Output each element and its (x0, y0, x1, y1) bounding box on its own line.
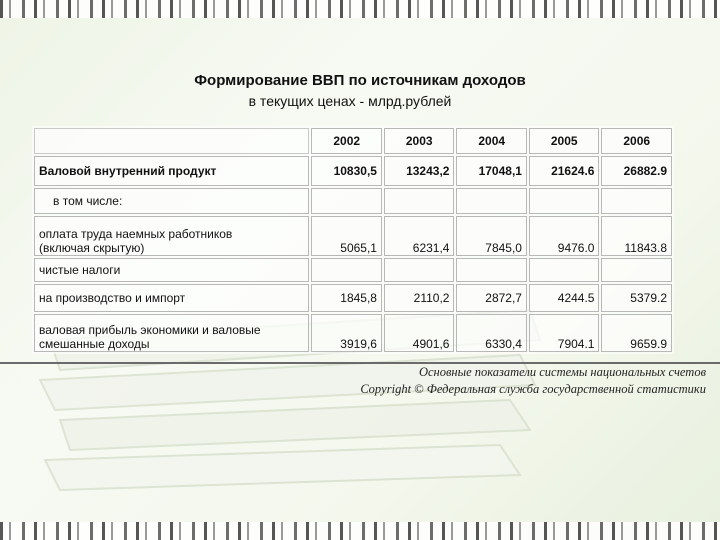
gdp-table-container (32, 126, 674, 354)
cell-value: 10830,5 (311, 156, 382, 186)
cell-value (456, 188, 527, 214)
cell-value: 1845,8 (311, 284, 382, 312)
cell-value: 17048,1 (456, 156, 527, 186)
cell-value: 9476.0 (529, 216, 600, 256)
header-year: 2004 (456, 128, 527, 154)
row-label-line: смешанные доходы (39, 337, 150, 351)
cell-value: 2110,2 (384, 284, 455, 312)
header-year: 2003 (384, 128, 455, 154)
row-label-line: валовая прибыль экономики и валовые (39, 323, 261, 337)
table-row (34, 156, 672, 186)
row-label (34, 314, 309, 352)
table-row (34, 188, 672, 214)
row-label: Валовой внутренний продукт (34, 156, 309, 186)
cell-value: 4901,6 (384, 314, 455, 352)
header-year: 2002 (311, 128, 382, 154)
row-label-line: оплата труда наемных работников (39, 227, 233, 241)
table-row (34, 284, 672, 312)
cell-value: 26882.9 (601, 156, 672, 186)
cell-value (529, 258, 600, 282)
page-title: Формирование ВВП по источникам доходов (194, 72, 526, 89)
decorative-top-strip (0, 0, 720, 18)
cell-value: 4244.5 (529, 284, 600, 312)
row-label-line: (включая скрытую) (39, 241, 145, 255)
cell-value: 7845,0 (456, 216, 527, 256)
cell-value (529, 188, 600, 214)
source-note (360, 364, 706, 398)
table-row (34, 314, 672, 352)
cell-value: 5379.2 (601, 284, 672, 312)
row-label: чистые налоги (34, 258, 309, 282)
cell-value: 6330,4 (456, 314, 527, 352)
table-row (34, 258, 672, 282)
table-row (34, 216, 672, 256)
cell-value (456, 258, 527, 282)
cell-value: 2872,7 (456, 284, 527, 312)
cell-value (601, 188, 672, 214)
cell-value (311, 188, 382, 214)
cell-value (384, 188, 455, 214)
row-label: в том числе: (34, 188, 309, 214)
copyright-line: Copyright © Федеральная служба государственной статистики (360, 382, 706, 396)
row-label (34, 216, 309, 256)
table-header-row (34, 128, 672, 154)
row-label: на производство и импорт (34, 284, 309, 312)
cell-value: 11843.8 (601, 216, 672, 256)
cell-value: 7904.1 (529, 314, 600, 352)
header-empty-cell (34, 128, 309, 154)
cell-value: 3919,6 (311, 314, 382, 352)
cell-value (601, 258, 672, 282)
cell-value: 21624.6 (529, 156, 600, 186)
cell-value (384, 258, 455, 282)
header-year: 2006 (601, 128, 672, 154)
header-year: 2005 (529, 128, 600, 154)
cell-value: 6231,4 (384, 216, 455, 256)
gdp-income-table (32, 126, 674, 354)
cell-value: 13243,2 (384, 156, 455, 186)
source-line: Основные показатели системы национальных счетов (418, 365, 706, 379)
page-subtitle: в текущих ценах - млрд.рублей (248, 93, 452, 109)
cell-value (311, 258, 382, 282)
decorative-bottom-strip (0, 522, 720, 540)
cell-value: 9659.9 (601, 314, 672, 352)
cell-value: 5065,1 (311, 216, 382, 256)
